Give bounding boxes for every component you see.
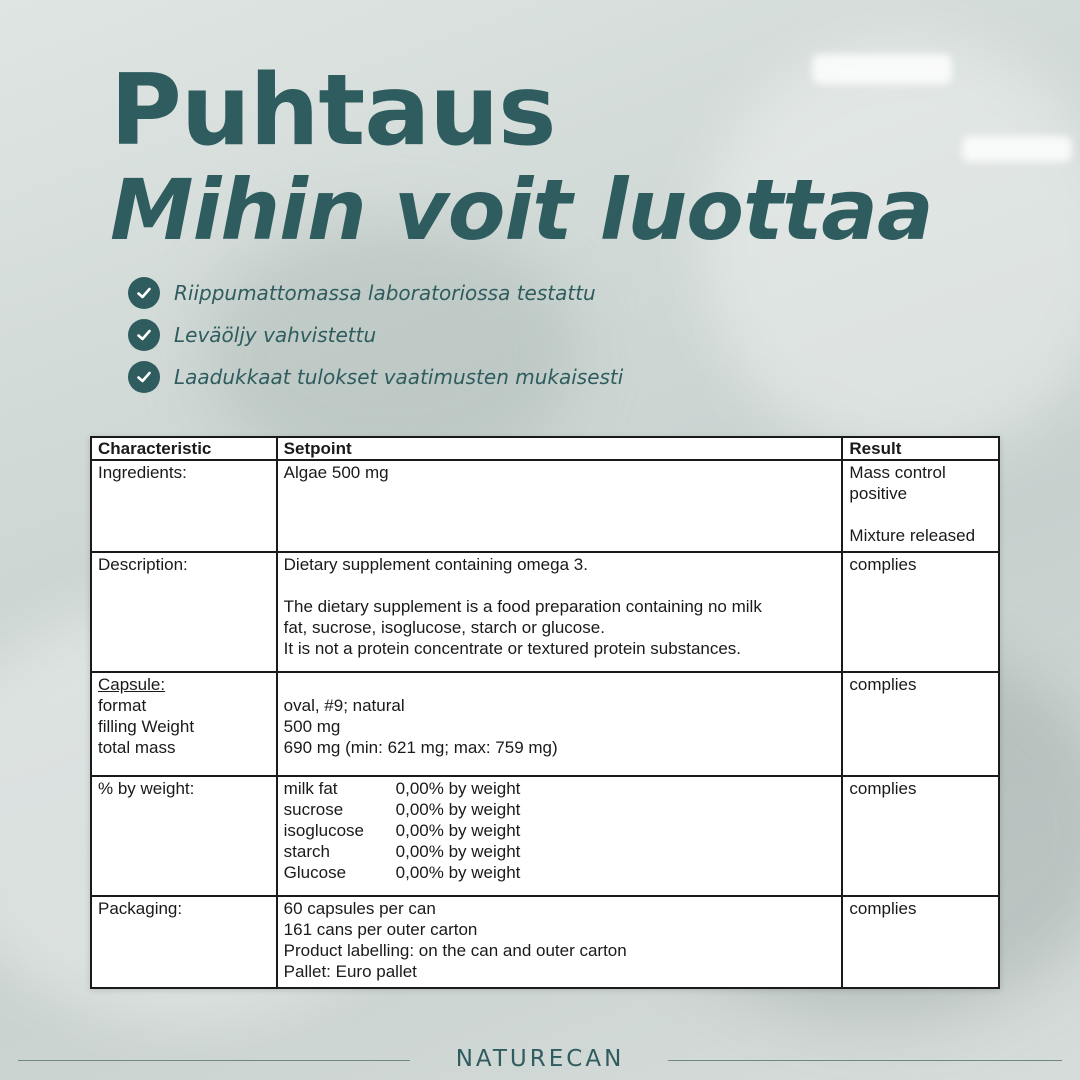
page-subtitle: Mihin voit luottaa <box>110 161 933 259</box>
row-setpoint <box>277 552 843 672</box>
table-row-description <box>91 552 999 672</box>
brand-logo: NATURECAN <box>455 1046 625 1072</box>
capsule-mass-value: 690 mg (min: 621 mg; max: 759 mg) <box>283 738 558 757</box>
row-result <box>842 460 999 552</box>
setpoint-line: Product labelling: on the can and outer carton <box>283 941 627 960</box>
setpoint-line: Pallet: Euro pallet <box>283 962 417 981</box>
capsule-format-value: oval, #9; natural <box>283 696 405 715</box>
setpoint-line: It is not a protein concentrate or textured protein substances. <box>283 639 742 658</box>
row-setpoint <box>277 776 843 896</box>
table-row-packaging <box>91 896 999 988</box>
feature-item <box>128 356 623 398</box>
column-header-characteristic: Characteristic <box>91 437 277 460</box>
result-line: Mixture released <box>849 526 976 545</box>
weight-item <box>284 820 836 841</box>
check-circle-icon <box>128 361 160 393</box>
weight-item <box>284 862 836 883</box>
feature-text: Riippumattomassa laboratoriossa testattu <box>174 281 596 305</box>
capsule-label: Capsule: <box>98 675 166 694</box>
footer-divider <box>18 1060 410 1061</box>
weight-item-name: milk fat <box>283 779 338 798</box>
table-row-weight <box>91 776 999 896</box>
setpoint-line: Dietary supplement containing omega 3. <box>283 555 588 574</box>
capsule-filling-label: filling Weight <box>98 717 195 736</box>
capsule-filling-value: 500 mg <box>283 717 341 736</box>
specification-document <box>90 436 1000 988</box>
setpoint-line: 60 capsules per can <box>283 899 436 918</box>
setpoint-line: The dietary supplement is a food preparation containing no milk <box>283 597 762 616</box>
capsule-mass-label: total mass <box>98 738 176 757</box>
footer-divider <box>668 1060 1062 1061</box>
table-row-ingredients <box>91 460 999 552</box>
weight-item-name: Glucose <box>283 863 347 882</box>
weight-item-value: 0,00% by weight <box>395 863 521 882</box>
table-header-row <box>91 437 999 460</box>
column-header-setpoint: Setpoint <box>277 437 843 460</box>
row-result: complies <box>842 776 999 896</box>
column-header-result: Result <box>842 437 999 460</box>
row-label: Description: <box>91 552 277 672</box>
weight-item-name: sucrose <box>283 800 344 819</box>
feature-item <box>128 314 623 356</box>
ceiling-light <box>962 136 1072 162</box>
feature-list <box>128 272 623 398</box>
row-setpoint: Algae 500 mg <box>277 460 843 552</box>
row-label <box>91 672 277 776</box>
row-label: % by weight: <box>91 776 277 896</box>
feature-item <box>128 272 623 314</box>
result-line: positive <box>849 484 908 503</box>
row-label: Packaging: <box>91 896 277 988</box>
feature-text: Laadukkaat tulokset vaatimusten mukaisesti <box>174 365 624 389</box>
check-circle-icon <box>128 277 160 309</box>
weight-item <box>284 778 836 799</box>
weight-item-name: starch <box>283 842 330 861</box>
weight-item-name: isoglucose <box>283 821 364 840</box>
weight-item-value: 0,00% by weight <box>395 842 521 861</box>
result-line: Mass control <box>849 463 946 482</box>
row-setpoint <box>277 896 843 988</box>
table-row-capsule <box>91 672 999 776</box>
row-result: complies <box>842 552 999 672</box>
page-title: Puhtaus <box>110 54 556 168</box>
row-result: complies <box>842 896 999 988</box>
row-result: complies <box>842 672 999 776</box>
row-setpoint <box>277 672 843 776</box>
weight-item-value: 0,00% by weight <box>395 800 521 819</box>
setpoint-line: 161 cans per outer carton <box>283 920 478 939</box>
weight-item <box>284 841 836 862</box>
check-circle-icon <box>128 319 160 351</box>
weight-item-value: 0,00% by weight <box>395 821 521 840</box>
weight-item <box>284 799 836 820</box>
capsule-format-label: format <box>98 696 147 715</box>
ceiling-light <box>812 54 952 84</box>
weight-item-value: 0,00% by weight <box>395 779 521 798</box>
setpoint-line: fat, sucrose, isoglucose, starch or glucose. <box>283 618 605 637</box>
specification-table <box>90 436 1000 989</box>
feature-text: Leväöljy vahvistettu <box>174 323 377 347</box>
row-label: Ingredients: <box>91 460 277 552</box>
